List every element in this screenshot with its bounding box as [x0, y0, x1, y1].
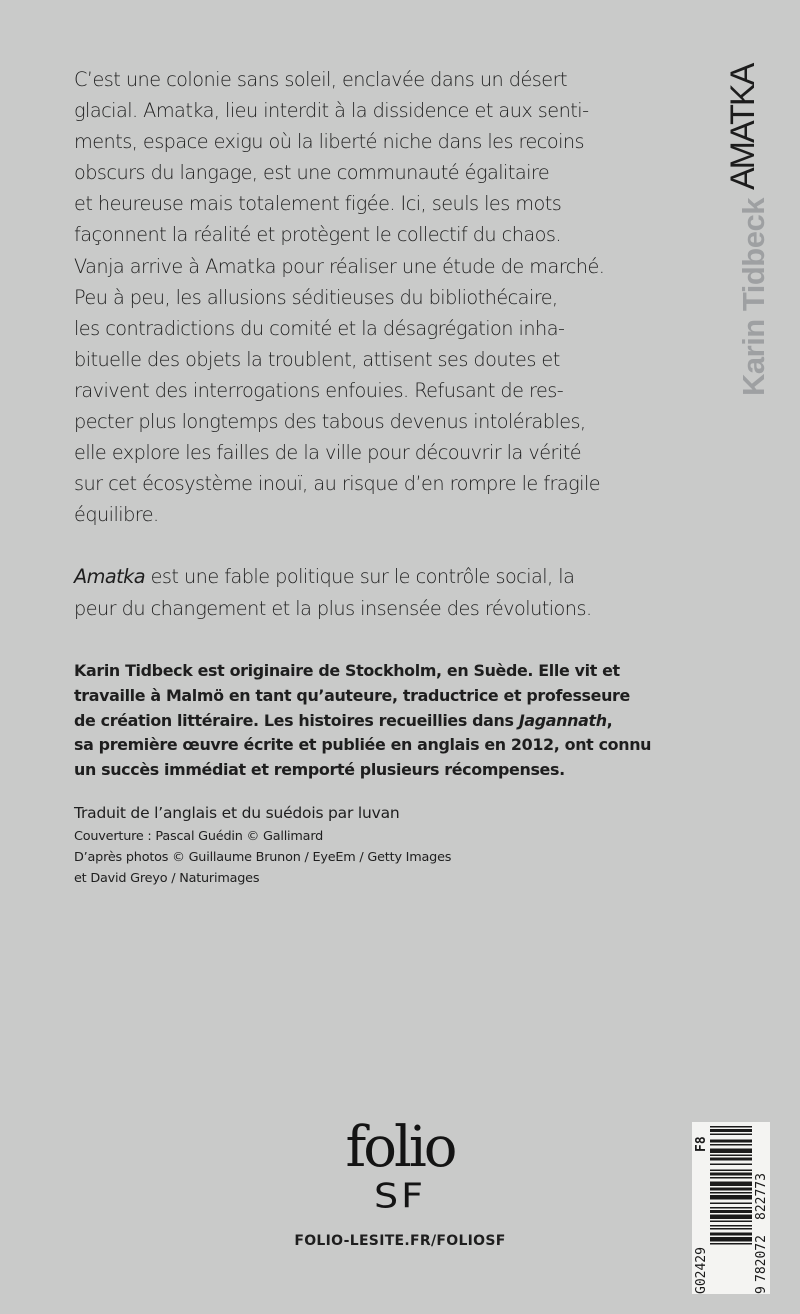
photo-credit: D’après photos © Guillaume Brunon / EyeEm / Getty Images	[74, 850, 452, 865]
barcode-bar	[710, 1233, 752, 1236]
barcode-bar	[710, 1155, 752, 1157]
isbn-barcode	[692, 1122, 770, 1294]
barcode-bar	[710, 1177, 752, 1179]
blurb-line: elle explore les failles de la ville pour découvrir la vérité	[74, 441, 582, 465]
barcode-bar	[710, 1170, 752, 1172]
book-title: Amatka	[74, 565, 146, 589]
barcode-bar	[710, 1144, 752, 1146]
cover-credit: Couverture : Pascal Guédin © Gallimard	[74, 829, 324, 844]
barcode-bar	[710, 1188, 752, 1191]
barcode-bar	[710, 1126, 752, 1128]
blurb-line: sur cet écosystème inouï, au risque d’en rompre le fragile	[74, 472, 601, 496]
barcode-bar	[710, 1210, 752, 1213]
barcode-bar	[710, 1140, 752, 1143]
barcode-isbn-part1: 782072	[754, 1235, 769, 1282]
blurb-line: glacial. Amatka, lieu interdit à la dissidence et aux senti-	[74, 99, 589, 123]
spine-author: Karin Tidbeck	[736, 198, 771, 396]
barcode-bar	[710, 1203, 752, 1205]
blurb-paragraph-1	[74, 64, 659, 530]
photo-credit: et David Greyo / Naturimages	[74, 871, 260, 886]
barcode-isbn-prefix: 9	[754, 1286, 769, 1294]
bio-book-title: Jagannath	[518, 710, 607, 730]
barcode-bar	[710, 1164, 752, 1166]
bio-line: un succès immédiat et remporté plusieurs récompenses.	[74, 760, 565, 780]
blurb-line: ravivent des interrogations enfouies. Refusant de res-	[74, 378, 564, 402]
bio-line: travaille à Malmö en tant qu’auteure, traductrice et professeure	[74, 685, 630, 705]
logo-folio: folio	[345, 1115, 455, 1180]
barcode-bar	[710, 1228, 752, 1230]
blurb-line	[74, 561, 659, 592]
blurb-line: peur du changement et la plus insensée des révolutions.	[74, 596, 592, 620]
barcode-bar	[710, 1215, 752, 1220]
spine	[716, 66, 776, 396]
blurb-paragraph-2	[74, 561, 659, 623]
barcode-price: F8	[694, 1136, 709, 1152]
barcode-bar	[710, 1149, 752, 1154]
barcode-code: G02429	[694, 1247, 709, 1294]
spine-title: AMATKA	[724, 64, 762, 190]
blurb-line: pecter plus longtemps des tabous devenus intolérables,	[74, 410, 586, 434]
barcode-bar	[710, 1195, 752, 1200]
blurb-line: les contradictions du comité et la désagrégation inha-	[74, 316, 565, 340]
blurb-line: Peu à peu, les allusions séditieuses du bibliothécaire,	[74, 285, 558, 309]
barcode-bar	[710, 1207, 752, 1209]
blurb-line: et heureuse mais totalement figée. Ici, seuls les mots	[74, 192, 562, 216]
bio-line-text: ,	[606, 710, 613, 730]
barcode-bar	[710, 1182, 752, 1187]
barcode-bar	[710, 1225, 752, 1227]
barcode-bar	[710, 1192, 752, 1194]
bio-line	[74, 709, 674, 734]
blurb-line: bituelle des objets la troublent, attisent ses doutes et	[74, 347, 560, 371]
bio-line: sa première œuvre écrite et publiée en anglais en 2012, ont connu	[74, 735, 652, 755]
blurb-line: façonnent la réalité et protègent le collectif du chaos.	[74, 223, 561, 247]
blurb-line: C’est une colonie sans soleil, enclavée dans un désert	[74, 68, 567, 91]
blurb-line-text: est une fable politique sur le contrôle social, la	[145, 565, 575, 589]
website-url: FOLIO-LESITE.FR/FOLIOSF	[294, 1233, 506, 1249]
barcode-bar	[710, 1173, 752, 1176]
barcode-bar	[710, 1134, 752, 1136]
barcode-bar	[710, 1158, 752, 1161]
blurb-line: ments, espace exigu où la liberté niche dans les recoins	[74, 130, 585, 154]
bio-line-text: de création littéraire. Les histoires recueillies dans	[74, 710, 519, 730]
blurb-line: équilibre.	[74, 503, 159, 527]
barcode-bar	[710, 1221, 752, 1223]
logo-sf: SF	[374, 1176, 426, 1216]
blurb	[74, 64, 659, 624]
author-bio	[74, 659, 674, 783]
credits	[74, 802, 674, 889]
blurb-line: Vanja arrive à Amatka pour réaliser une étude de marché.	[74, 254, 605, 278]
barcode-bar	[710, 1243, 752, 1245]
blurb-line: obscurs du langage, est une communauté égalitaire	[74, 161, 550, 185]
translator-credit: Traduit de l’anglais et du suédois par luvan	[74, 804, 400, 822]
bio-line: Karin Tidbeck est originaire de Stockholm, en Suède. Elle vit et	[74, 661, 620, 680]
barcode-bar	[710, 1237, 752, 1242]
barcode-bar	[710, 1129, 752, 1132]
barcode-isbn-part2: 822773	[754, 1173, 769, 1220]
